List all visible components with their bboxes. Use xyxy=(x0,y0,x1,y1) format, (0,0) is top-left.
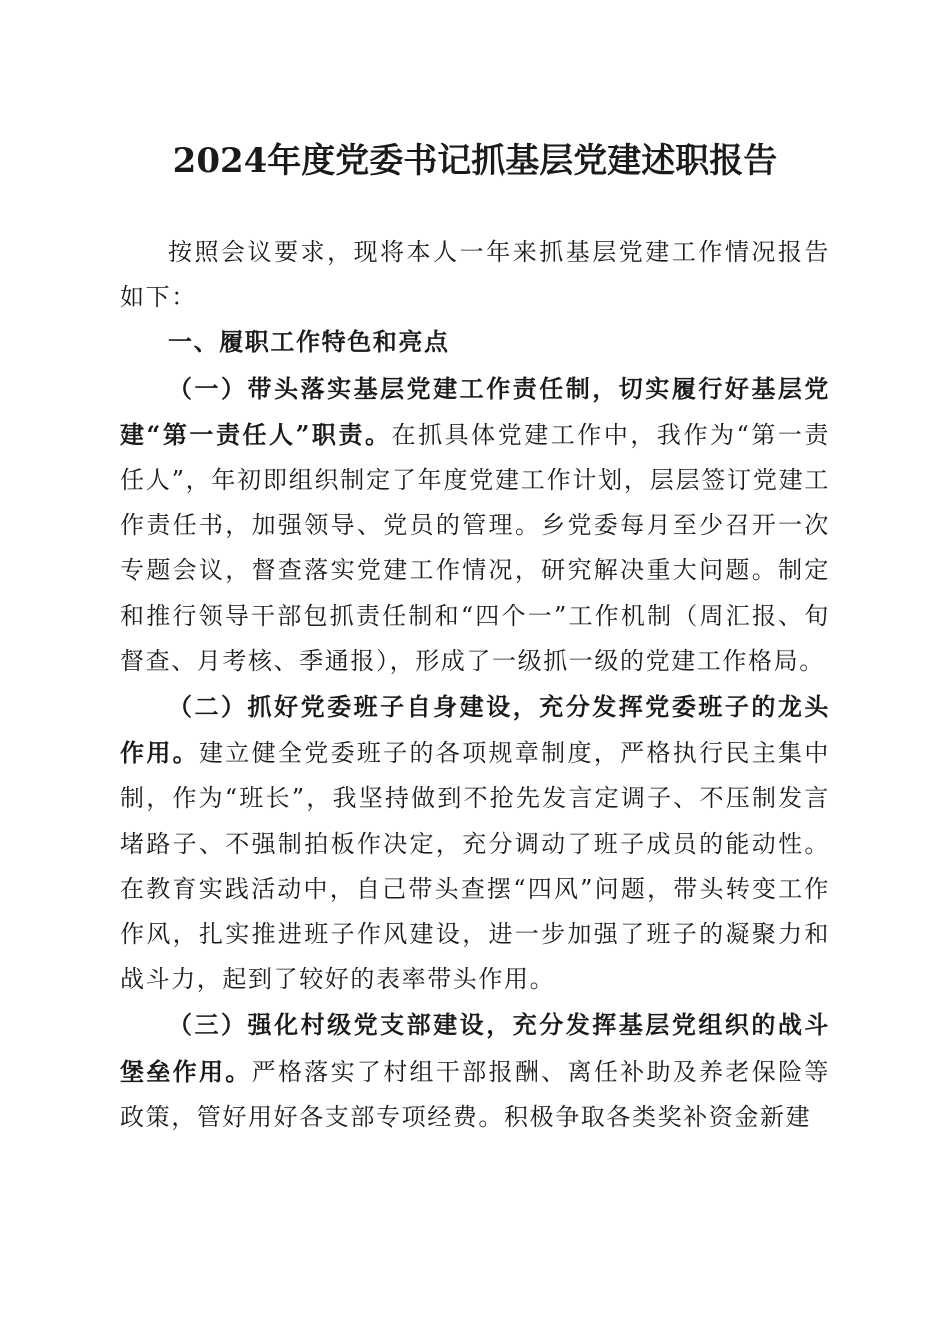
item-3-body: 严格落实了村组干部报酬、离任补助及养老保险等政策，管好用好各支部专项经费。积极争取各类奖补资金新建 xyxy=(120,1057,831,1131)
item-3-lead: （三）强化村级党支部建设，充分发挥基层党组织的战斗堡垒作用。 xyxy=(120,1010,830,1086)
document-title: 2024年度党委书记抓基层党建述职报告 xyxy=(172,141,778,181)
item-3-paragraph xyxy=(120,1002,830,1140)
item-1-lead: （一）带头落实基层党建工作责任制，切实履行好基层党建“第一责任人”职责。 xyxy=(120,373,830,449)
item-2-body: 建立健全党委班子的各项规章制度，严格执行民主集中制，作为“班长”，我坚持做到不抢先发言定调子、不压制发言堵路子、不强制拍板作决定，充分调动了班子成员的能动性。在教育实践活动中，自己带头查摆“四风”问题，带头转变工作作风，扎实推进班子作风建设，进一步加强了班子的凝聚力和战斗力，起到了较好的表率带头作用。 xyxy=(120,739,830,994)
item-2-paragraph xyxy=(120,684,830,1002)
item-2-lead: （二）抓好党委班子自身建设，充分发挥党委班子的龙头作用。 xyxy=(120,692,830,768)
intro-paragraph: 按照会议要求，现将本人一年来抓基层党建工作情况报告如下： xyxy=(120,238,830,312)
section-heading: 一、履职工作特色和亮点 xyxy=(168,328,450,357)
item-1-body: 在抓具体党建工作中，我作为“第一责任人”，年初即组织制定了年度党建工作计划，层层签订党建工作责任书，加强领导、党员的管理。乡党委每月至少召开一次专题会议，督查落实党建工作情况，研究解决重大问题。制定和推行领导干部包抓责任制和“四个一”工作机制（周汇报、旬督查、月考核、季通报），形成了一级抓一级的党建工作格局。 xyxy=(120,420,830,675)
item-1-paragraph xyxy=(120,366,830,684)
document-body xyxy=(120,230,830,1140)
